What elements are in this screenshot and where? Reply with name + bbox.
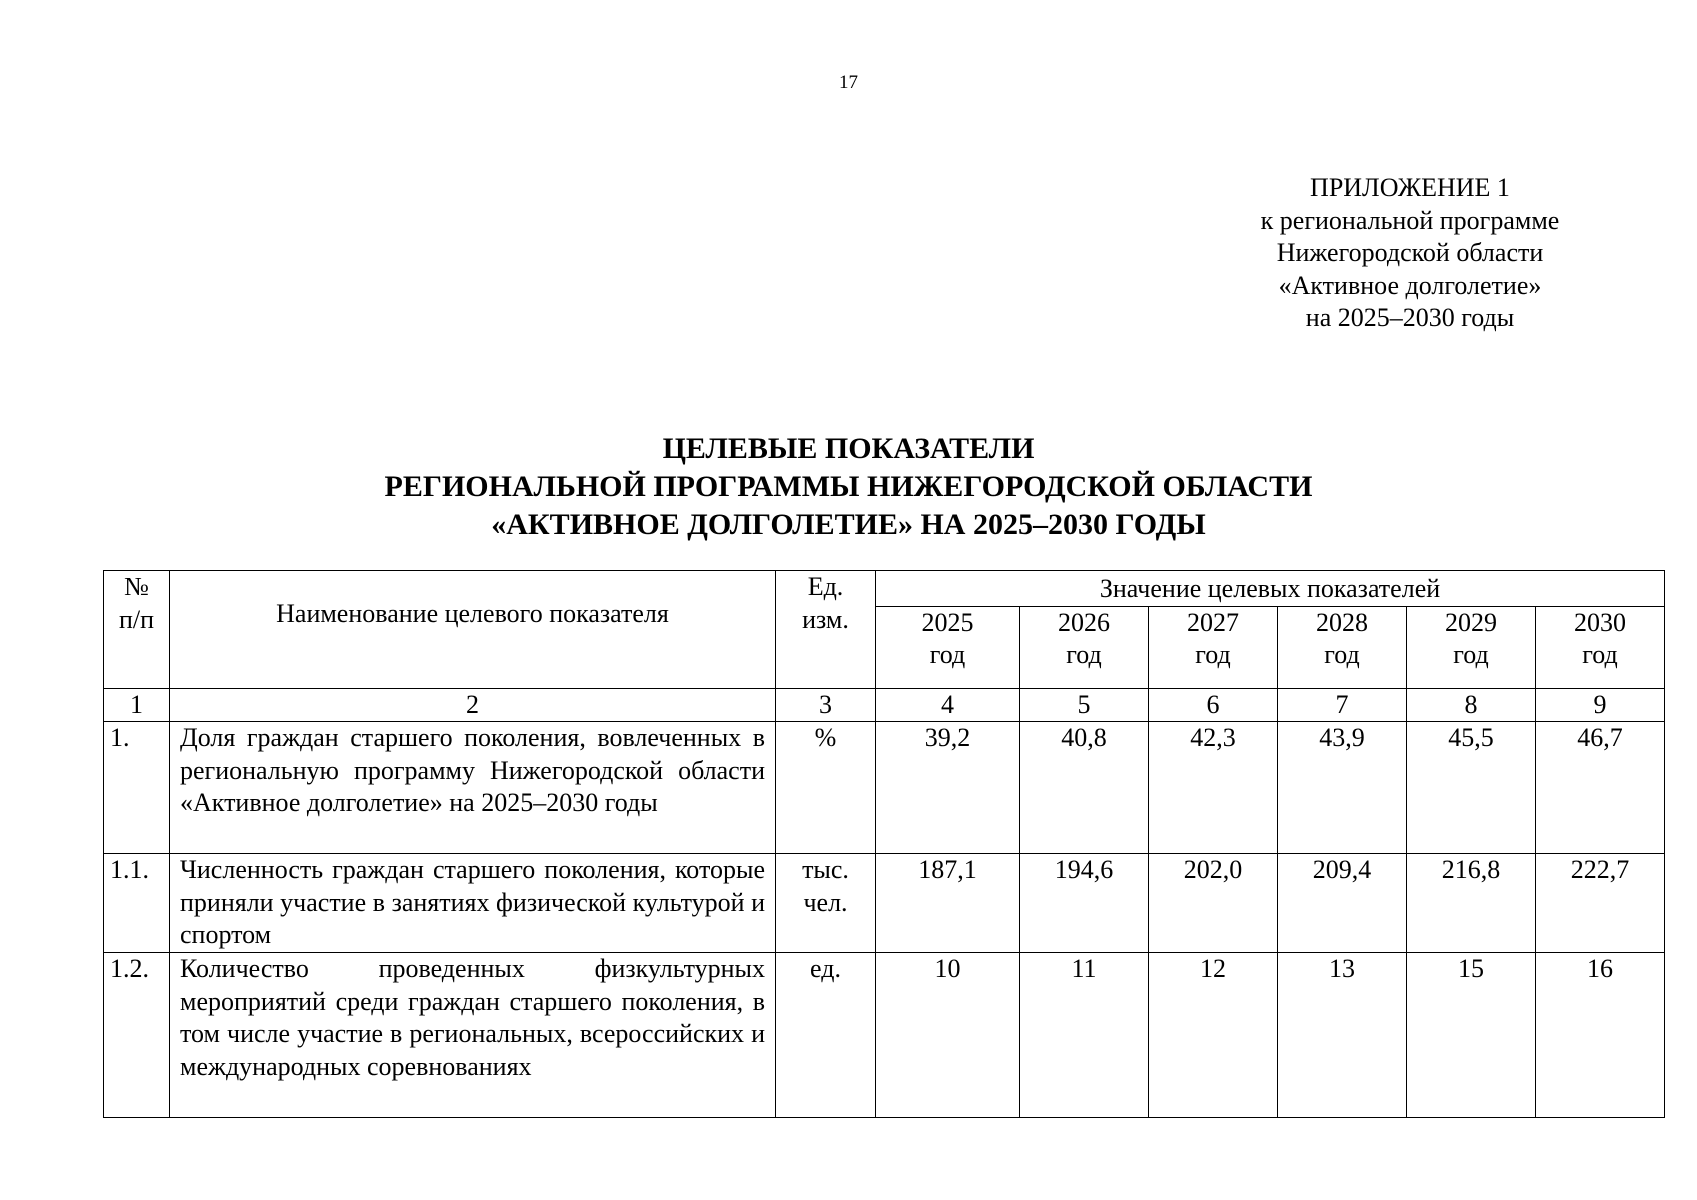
header-year-cell: [1278, 606, 1407, 688]
value-2026: 194,6: [1020, 854, 1149, 953]
unit-line: тыс.: [802, 855, 849, 884]
header-unit-line: изм.: [802, 604, 849, 634]
column-numbers-row: [104, 688, 1665, 722]
value-2030: 222,7: [1536, 854, 1665, 953]
table-row: [104, 854, 1665, 953]
unit-line: чел.: [803, 887, 848, 917]
header-year: 2028: [1316, 607, 1368, 637]
header-year: 2029: [1445, 607, 1497, 637]
column-number-cell: 8: [1407, 688, 1536, 722]
table-row: [104, 953, 1665, 1118]
header-year-cell: [1407, 606, 1536, 688]
title-line: «АКТИВНОЕ ДОЛГОЛЕТИЕ» НА 2025–2030 ГОДЫ: [491, 508, 1206, 541]
header-year: 2030: [1574, 607, 1626, 637]
row-number: 1.2.: [104, 953, 170, 1118]
value-2030: 46,7: [1536, 722, 1665, 854]
header-num-cell: [104, 571, 170, 689]
indicator-name: Численность граждан старшего поколения, которые приняли участие в занятиях физической культурой и спортом: [170, 854, 776, 953]
header-unit-cell: [776, 571, 876, 689]
header-name-cell: Наименование целевого показателя: [170, 571, 776, 689]
value-2028: 13: [1278, 953, 1407, 1118]
unit-cell: [776, 854, 876, 953]
column-number-cell: 2: [170, 688, 776, 722]
value-2025: 39,2: [876, 722, 1020, 854]
column-number-cell: 6: [1149, 688, 1278, 722]
header-num-line: №: [124, 572, 149, 601]
value-2026: 11: [1020, 953, 1149, 1118]
value-2029: 15: [1407, 953, 1536, 1118]
value-2029: 45,5: [1407, 722, 1536, 854]
header-year-suffix: год: [1582, 640, 1618, 669]
value-2027: 42,3: [1149, 722, 1278, 854]
column-number-cell: 9: [1536, 688, 1665, 722]
row-number: 1.1.: [104, 854, 170, 953]
header-year: 2027: [1187, 607, 1239, 637]
column-number-cell: 3: [776, 688, 876, 722]
unit-cell: [776, 953, 876, 1118]
appendix-block: [1180, 172, 1640, 335]
header-num-line: п/п: [118, 604, 155, 634]
header-year-cell: [876, 606, 1020, 688]
unit-line: %: [814, 723, 837, 752]
header-year-suffix: год: [1453, 640, 1489, 669]
header-year-suffix: год: [1195, 640, 1231, 669]
title-line: РЕГИОНАЛЬНОЙ ПРОГРАММЫ НИЖЕГОРОДСКОЙ ОБЛАСТИ: [384, 470, 1313, 503]
indicator-name: Доля граждан старшего поколения, вовлеченных в региональную программу Нижегородской области «Активное долголетие» на 2025–2030 годы: [170, 722, 776, 854]
column-number-cell: 7: [1278, 688, 1407, 722]
header-year: 2026: [1058, 607, 1110, 637]
appendix-line: Нижегородской области: [1276, 238, 1544, 267]
header-row: [104, 571, 1665, 607]
title-line: ЦЕЛЕВЫЕ ПОКАЗАТЕЛИ: [662, 432, 1035, 465]
column-number-cell: 1: [104, 688, 170, 722]
header-year-cell: [1149, 606, 1278, 688]
appendix-line: к региональной программе: [1260, 205, 1560, 235]
value-2030: 16: [1536, 953, 1665, 1118]
header-unit-line: Ед.: [807, 572, 844, 601]
header-year-suffix: год: [1324, 640, 1360, 669]
value-2028: 43,9: [1278, 722, 1407, 854]
indicators-table: [103, 570, 1665, 1118]
header-year-cell: [1020, 606, 1149, 688]
value-2025: 10: [876, 953, 1020, 1118]
page-number: 17: [839, 72, 858, 93]
value-2029: 216,8: [1407, 854, 1536, 953]
column-number-cell: 5: [1020, 688, 1149, 722]
column-number-cell: 4: [876, 688, 1020, 722]
value-2026: 40,8: [1020, 722, 1149, 854]
header-year-suffix: год: [1066, 640, 1102, 669]
appendix-line: ПРИЛОЖЕНИЕ 1: [1310, 173, 1510, 202]
row-number: 1.: [104, 722, 170, 854]
value-2025: 187,1: [876, 854, 1020, 953]
document-title: [0, 430, 1697, 544]
unit-cell: [776, 722, 876, 854]
header-values-group: Значение целевых показателей: [876, 571, 1665, 607]
indicator-name: Количество проведенных физкультурных мероприятий среди граждан старшего поколения, в том числе участие в региональных, всероссийских и международных соревнованиях: [170, 953, 776, 1118]
appendix-line: на 2025–2030 годы: [1305, 303, 1515, 332]
appendix-line: «Активное долголетие»: [1278, 270, 1542, 300]
value-2027: 12: [1149, 953, 1278, 1118]
header-year: 2025: [921, 607, 974, 637]
value-2027: 202,0: [1149, 854, 1278, 953]
header-year-cell: [1536, 606, 1665, 688]
header-year-suffix: год: [929, 640, 966, 669]
unit-line: ед.: [810, 954, 841, 983]
value-2028: 209,4: [1278, 854, 1407, 953]
table-row: [104, 722, 1665, 854]
